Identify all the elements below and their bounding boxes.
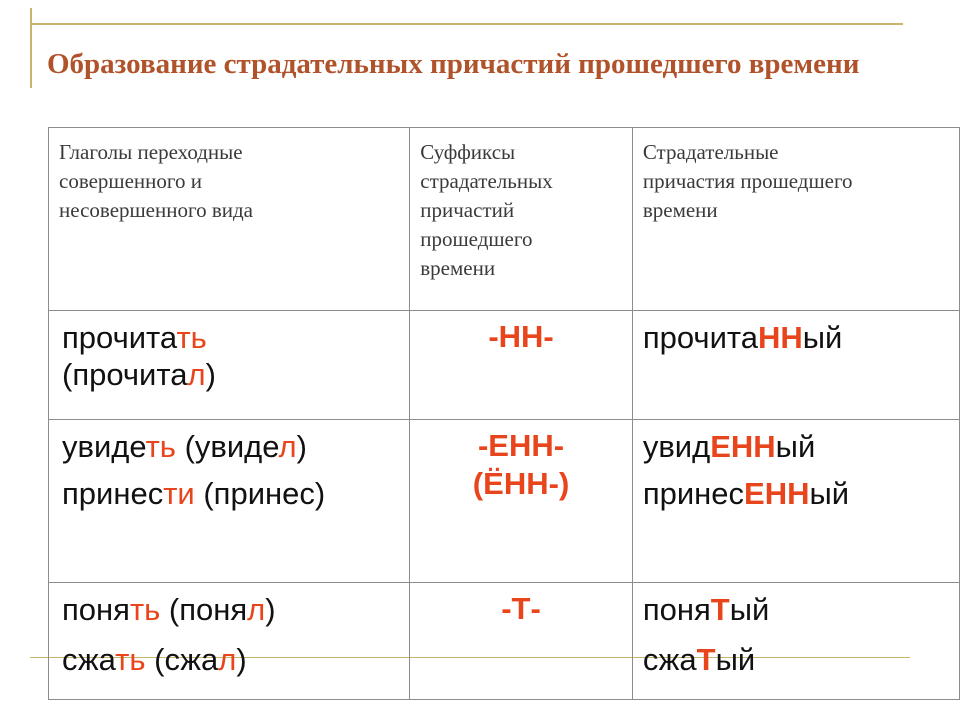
verb-stem: увиде bbox=[62, 429, 146, 464]
verb-past-ending: л bbox=[278, 429, 297, 464]
header-line: Суффиксы bbox=[420, 140, 516, 164]
participle-ending: ый bbox=[802, 320, 843, 355]
suffix-cell bbox=[410, 311, 633, 420]
verb-stem: принес bbox=[62, 476, 164, 511]
participle-ending: ый bbox=[775, 429, 816, 464]
decor-line-left bbox=[30, 8, 32, 88]
participle-suffix: Т bbox=[710, 592, 730, 627]
verb-cell bbox=[49, 311, 410, 420]
verb-rest: ) bbox=[296, 429, 307, 464]
participle-line bbox=[643, 428, 959, 465]
verb-stem: прочита bbox=[62, 320, 177, 355]
participle-stem: сжа bbox=[642, 642, 697, 677]
decor-line-top bbox=[30, 23, 903, 25]
header-suffixes bbox=[410, 128, 633, 311]
participle-stem: прочита bbox=[642, 320, 758, 355]
suffix-text: (ЁНН-) bbox=[472, 466, 570, 501]
participle-stem: поня bbox=[642, 592, 711, 627]
verb-line bbox=[62, 641, 409, 678]
verb-past-stem: (увиде bbox=[175, 429, 279, 464]
verb-past-ending: л bbox=[218, 642, 237, 677]
verb-line bbox=[62, 428, 409, 465]
participle-line bbox=[643, 641, 959, 678]
participle-cell bbox=[632, 311, 959, 420]
participle-stem: принес bbox=[642, 476, 745, 511]
participle-suffix: ЕНН bbox=[744, 476, 810, 511]
suffix-text: -Т- bbox=[501, 591, 541, 626]
verb-past-ending: л bbox=[247, 592, 266, 627]
header-line: причастия прошедшего bbox=[642, 169, 853, 193]
header-line: несовершенного вида bbox=[59, 198, 253, 222]
slide-title: Образование страдательных причастий прошедшего времени bbox=[47, 48, 860, 80]
participle-cell bbox=[632, 583, 959, 700]
participle-suffix: ЕНН bbox=[710, 429, 776, 464]
verb-rest: ) bbox=[265, 592, 276, 627]
verb-past-stem: (принес) bbox=[194, 476, 326, 511]
participle-stem: увид bbox=[642, 429, 711, 464]
verb-ending: ти bbox=[163, 476, 195, 511]
participle-cell bbox=[632, 420, 959, 583]
verb-ending: ть bbox=[176, 320, 207, 355]
verb-stem: (прочита bbox=[62, 357, 188, 392]
verb-line bbox=[62, 319, 409, 356]
verb-ending: ть bbox=[129, 592, 161, 627]
participle-suffix: НН bbox=[757, 320, 803, 355]
verb-line bbox=[62, 356, 409, 393]
participle-ending: ый bbox=[809, 476, 850, 511]
suffix-cell bbox=[410, 583, 633, 700]
verb-cell bbox=[49, 420, 410, 583]
participle-suffix: Т bbox=[696, 642, 716, 677]
suffix-text: -ЕНН- bbox=[477, 428, 565, 463]
verb-cell bbox=[49, 583, 410, 700]
verb-past-stem: (поня bbox=[160, 592, 248, 627]
verb-ending: ть bbox=[115, 642, 146, 677]
verb-line bbox=[62, 591, 409, 628]
table-row bbox=[49, 583, 960, 700]
header-line: Глаголы переходные bbox=[59, 140, 243, 164]
participle-line bbox=[643, 319, 959, 356]
verb-past-stem: (сжа bbox=[145, 642, 219, 677]
verb-stem: сжа bbox=[62, 642, 116, 677]
header-line: совершенного и bbox=[59, 169, 202, 193]
header-line: времени bbox=[420, 256, 496, 280]
participle-line bbox=[643, 591, 959, 628]
participle-ending: ый bbox=[729, 592, 770, 627]
participle-table bbox=[48, 127, 960, 700]
header-participles bbox=[632, 128, 959, 311]
suffix-cell bbox=[410, 420, 633, 583]
participle-line bbox=[643, 475, 959, 512]
verb-line bbox=[62, 475, 409, 512]
suffix-text: -НН- bbox=[488, 319, 554, 354]
verb-ending: л bbox=[187, 357, 206, 392]
header-verbs bbox=[49, 128, 410, 311]
verb-rest: ) bbox=[205, 357, 216, 392]
header-line: страдательных bbox=[420, 169, 553, 193]
table-header-row bbox=[49, 128, 960, 311]
verb-rest: ) bbox=[236, 642, 247, 677]
table-row bbox=[49, 311, 960, 420]
verb-stem: поня bbox=[62, 592, 130, 627]
participle-ending: ый bbox=[715, 642, 756, 677]
header-line: причастий bbox=[420, 198, 515, 222]
header-line: времени bbox=[642, 198, 718, 222]
verb-ending: ть bbox=[145, 429, 176, 464]
header-line: Страдательные bbox=[642, 140, 779, 164]
header-line: прошедшего bbox=[420, 227, 533, 251]
table-row bbox=[49, 420, 960, 583]
